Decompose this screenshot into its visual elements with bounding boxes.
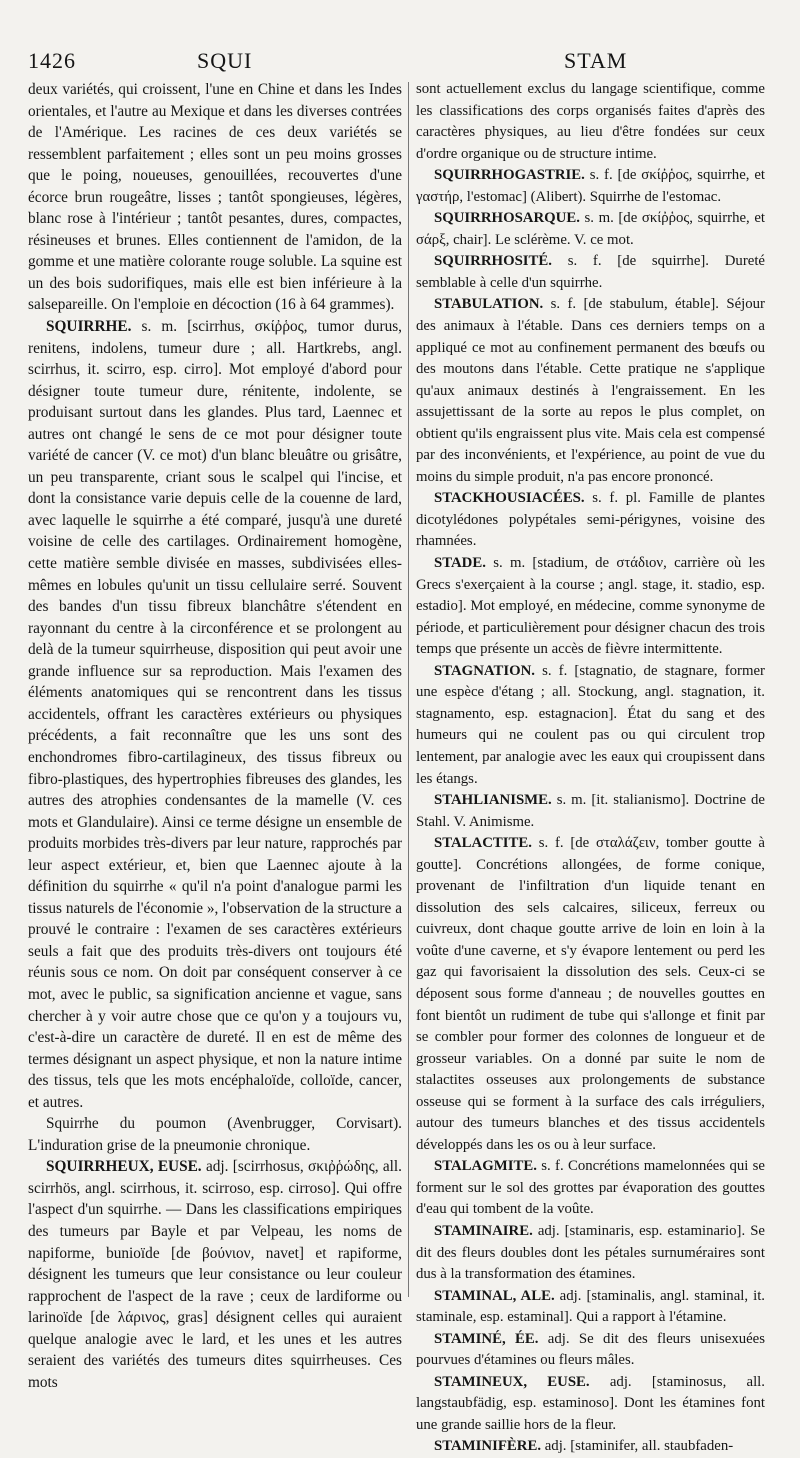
entry xyxy=(416,488,765,553)
entry-headword: STALACTITE. xyxy=(434,835,532,852)
entry-headword: STAMINÉ, ÉE. xyxy=(434,1330,539,1347)
entry-headword: STABULATION. xyxy=(434,296,544,313)
entry xyxy=(416,790,765,833)
entry xyxy=(28,79,402,316)
entry-text: adj. [staminaris, esp. estaminario]. Se dit des fleurs doubles dont les pétales surnuméraires sont dus à la transformation des étamines. xyxy=(416,1222,765,1283)
entry-text: s. m. [it. stalianismo]. Doctrine de Stahl. V. Animisme. xyxy=(416,792,765,830)
entry-text: s. f. [de squirrhe]. Dureté semblable à celle d'un squirrhe. xyxy=(416,253,765,291)
entry xyxy=(416,1436,765,1458)
entry xyxy=(416,251,765,294)
entry-text: adj. [staminifer, all. staubfaden- xyxy=(544,1438,734,1455)
entry xyxy=(416,294,765,488)
entry-headword: STAMINAIRE. xyxy=(434,1222,533,1239)
entry-headword: STAMINAL, ALE. xyxy=(434,1287,555,1304)
entry-text: s. m. [stadium, de στάδιον, carrière où les Grecs s'exerçaient à la course ; angl. stage, it. stadio, esp. estadio]. Mot employé, en médecine, comme synonyme de période, et particulièrement pour désigner chacun des trois temps que présente un accès de fièvre intermittente. xyxy=(416,555,765,658)
entry-headword: SQUIRRHOGASTRIE. xyxy=(434,167,585,184)
entry-text: sont actuellement exclus du langage scientifique, comme les classifications des corps organisés faites d'après des caractères physiques, au lieu d'être fondées sur ceux d'ordre organique ou de structure intime. xyxy=(416,81,765,162)
entry-text: adj. [staminosus, all. langstaubfädig, esp. estaminoso]. Dont les étamines font une grande saillie hors de la fleur. xyxy=(416,1373,765,1433)
page-number: 1426 xyxy=(28,48,76,73)
entry xyxy=(416,833,765,1156)
entry-text: s. f. [stagnatio, de stagnare, former une espèce d'étang ; all. Stockung, angl. stagnation, it. stagnamento, esp. estagnacion]. État du sang et des humeurs qui ne coulent pas ou qui circulent trop lentement, par analogie avec les eaux qui croupissent dans les étangs. xyxy=(416,662,765,787)
entry xyxy=(416,165,765,208)
entry xyxy=(28,316,402,1113)
entry xyxy=(416,1329,765,1372)
entry xyxy=(416,553,765,661)
entry-headword: STAMINIFÈRE. xyxy=(434,1438,542,1455)
entry xyxy=(416,1221,765,1286)
entry-text: s. f. [de σκίῤῥος, squirrhe, et γαστήρ, l'estomac] (Alibert). Squirrhe de l'estomac. xyxy=(416,167,765,205)
entry-headword: STADE. xyxy=(434,555,486,572)
entry xyxy=(416,1286,765,1329)
entry-text: deux variétés, qui croissent, l'une en Chine et dans les Indes orientales, et l'autre au Mexique et dans les diverses contrées de l'Amérique. Les racines de ces deux variétés se ressemblent parfaitement ; elles sont un peu moins grosses que le poing, noueuses, genouillées, recouvertes d'une écorce brun rougeâtre, lisses ; tantôt spongieuses, légères, blanc rose à l'intérieur ; tantôt pesantes, dures, compactes, résineuses et brunes. Elles contiennent de l'amidon, de la gomme et une matière colorante rouge soluble. La squine est un des bois sudorifiques, mais elle est bien inférieure à la salsepareille. On l'emploie en décoction (16 à 64 grammes). xyxy=(28,81,402,314)
entry xyxy=(28,1156,402,1393)
entry-text: adj. [staminalis, angl. staminal, it. staminale, esp. estaminal]. Qui a rapport à l'étamine. xyxy=(416,1287,766,1326)
right-guide-word: STAM xyxy=(564,48,628,73)
entry xyxy=(416,79,765,165)
entry xyxy=(416,208,765,251)
entry-text: adj. Se dit des fleurs unisexuées pourvues d'étamines ou fleurs mâles. xyxy=(416,1330,766,1369)
entry xyxy=(28,1113,402,1156)
entry-text: s. f. pl. Famille de plantes dicotylédones polypétales semi-périgynes, voisine des rhamnées. xyxy=(416,490,766,550)
entry-text: adj. [scirrhosus, σκιῤῥώδης, all. scirrhös, angl. scirrhous, it. scirroso, esp. cirroso]. Qui offre l'aspect d'un squirrhe. — Dans les classifications empiriques des tumeurs par Bayle et par Velpeau, les noms de napiforme, bunioïde [de βούνιον, navet] et rapiforme, désignent les tumeurs que leur consistance ou leur couleur rapprochent de l'aspect de la rave ; ceux de lardiforme ou larinoïde [de λάρινος, gras] désignent celles qui auraient quelque analogie avec le lard, et les unes et les autres seraient des variétés des tumeurs dites squirrheuses. Ces mots xyxy=(28,1158,402,1391)
entry-headword: SQUIRRHE. xyxy=(46,318,132,336)
entry-text: s. f. [de σταλάζειν, tomber goutte à goutte]. Concrétions allongées, de forme conique, provenant de l'infiltration d'un liquide tenant en dissolution des sels calcaires, siliceux, ferreux ou cuivreux, dont chaque goutte arrive de loin en loin à la voûte d'une caverne, et s'y évapore lentement ou perd les gaz qui favorisaient la dissolution des sels. Ceux-ci se déposent sous forme d'anneau ; de nouvelles gouttes en font bientôt un rudiment de tube qui s'allonge et finit par se combler pour former des colonnes de longueur et de grosseur variables. On a donné par suite le nom de stalactites osseuses aux prolongements de substance osseuse qui se forment à la surface des cals irréguliers, autour des tumeurs blanches et des tissus accidentels développés dans les os ou à leur surface. xyxy=(416,835,765,1153)
column-rule xyxy=(408,82,409,1297)
entry xyxy=(416,661,765,790)
entry-text: s. m. [scirrhus, σκίῤῥος, tumor durus, renitens, indolens, tumeur dure ; all. Hartkrebs, angl. scirrhus, it. scirro, esp. cirro]. Mot employé d'abord pour désigner toute tumeur dure, rénitente, indolente, se produisant surtout dans les glandes. Plus tard, Laennec et autres ont changé le sens de ce mot pour désigner toute variété de cancer (V. ce mot) d'un blanc bleuâtre ou grisâtre, un peu transparente, criant sous le scalpel qui l'incise, et dont la consistance varie depuis celle de la couenne de lard, avec laquelle le squirrhe a été comparé, jusqu'à une dureté voisine de celle des cartilages. Ordinairement homogène, cette matière semble divisée en masses, subdivisées elles-mêmes en lobules qu'unit un tissu cellulaire serré. Souvent des bandes d'un tissu fibreux blanchâtre s'étendent en rayonnant du centre à la circonférence et se prolongent au delà de la tumeur squirrheuse, disposition qui peut avoir une grande influence sur sa reproduction. Mais l'examen des éléments anatomiques qui se rencontrent dans les tissus accidentels, offrant les caractères extérieurs ou physiques précédents, a fait reconnaître que les uns sont des enchondromes fibro-cartilagineux, des tissus fibreux ou fibro-plastiques, des hypertrophies fibreuses des glandes, les autres des atrophies condensantes de la mamelle (V. ces mots et Glandulaire). Ainsi ce terme désigne un ensemble de produits morbides très-divers par leur nature, rapprochés par leur aspect extérieur, et, bien que Laennec ajoute à la définition du squirrhe « qu'il n'a point d'analogue parmi les tissus naturels de l'économie », l'observation de la structure a prouvé le contraire : l'examen de ses caractères extérieurs seuls a fait que des produits très-divers ont toujours été réunis sous ce nom. On doit par conséquent conserver à ce mot, avec le public, sa signification ancienne et vague, sans chercher à y voir autre chose que ce qu'on y a toujours vu, c'est-à-dire un caractère de dureté. Il en est de même des termes désignant un aspect physique, et non la nature intime des tissus, tels que les mots encéphaloïde, colloïde, cancer, et autres. xyxy=(28,318,402,1111)
entry xyxy=(416,1156,765,1221)
entry-text: s. f. Concrétions mamelonnées qui se forment sur le sol des grottes par évaporation des gouttes d'eau qui tombent de la voûte. xyxy=(416,1158,765,1218)
left-column xyxy=(28,79,402,1393)
entry-headword: STAGNATION. xyxy=(434,662,535,679)
right-column xyxy=(416,79,765,1458)
left-guide-word: SQUI xyxy=(197,48,253,73)
entry-headword: STAMINEUX, EUSE. xyxy=(434,1373,590,1390)
entry-headword: STALAGMITE. xyxy=(434,1158,537,1175)
entry xyxy=(416,1372,765,1437)
entry-headword: SQUIRRHOSITÉ. xyxy=(434,253,552,270)
running-header xyxy=(0,48,800,78)
entry-headword: STACKHOUSIACÉES. xyxy=(434,490,585,507)
entry-headword: STAHLIANISME. xyxy=(434,792,552,809)
entry-text: s. f. [de stabulum, étable]. Séjour des animaux à l'étable. Dans ces derniers temps on a appliqué ce mot au confinement permanent des bœufs ou des moutons dans l'étable. Cette pratique ne s'applique qu'aux animaux destinés à l'engraissement. En les assujettissant de la sorte au repos le plus complet, on obtient qu'ils engraissent plus vite. Mais cela est compensé par des inconvénients, et l'expérience, au point de vue du moins du simple produit, n'a pas encore prononcé. xyxy=(416,296,765,485)
entry-headword: SQUIRRHOSARQUE. xyxy=(434,210,580,227)
entry-text: s. m. [de σκίῤῥος, squirrhe, et σάρξ, chair]. Le sclérème. V. ce mot. xyxy=(416,210,766,248)
entry-text: Squirrhe du poumon (Avenbrugger, Corvisart). L'induration grise de la pneumonie chronique. xyxy=(28,1115,402,1154)
entry-headword: SQUIRRHEUX, EUSE. xyxy=(46,1158,202,1176)
